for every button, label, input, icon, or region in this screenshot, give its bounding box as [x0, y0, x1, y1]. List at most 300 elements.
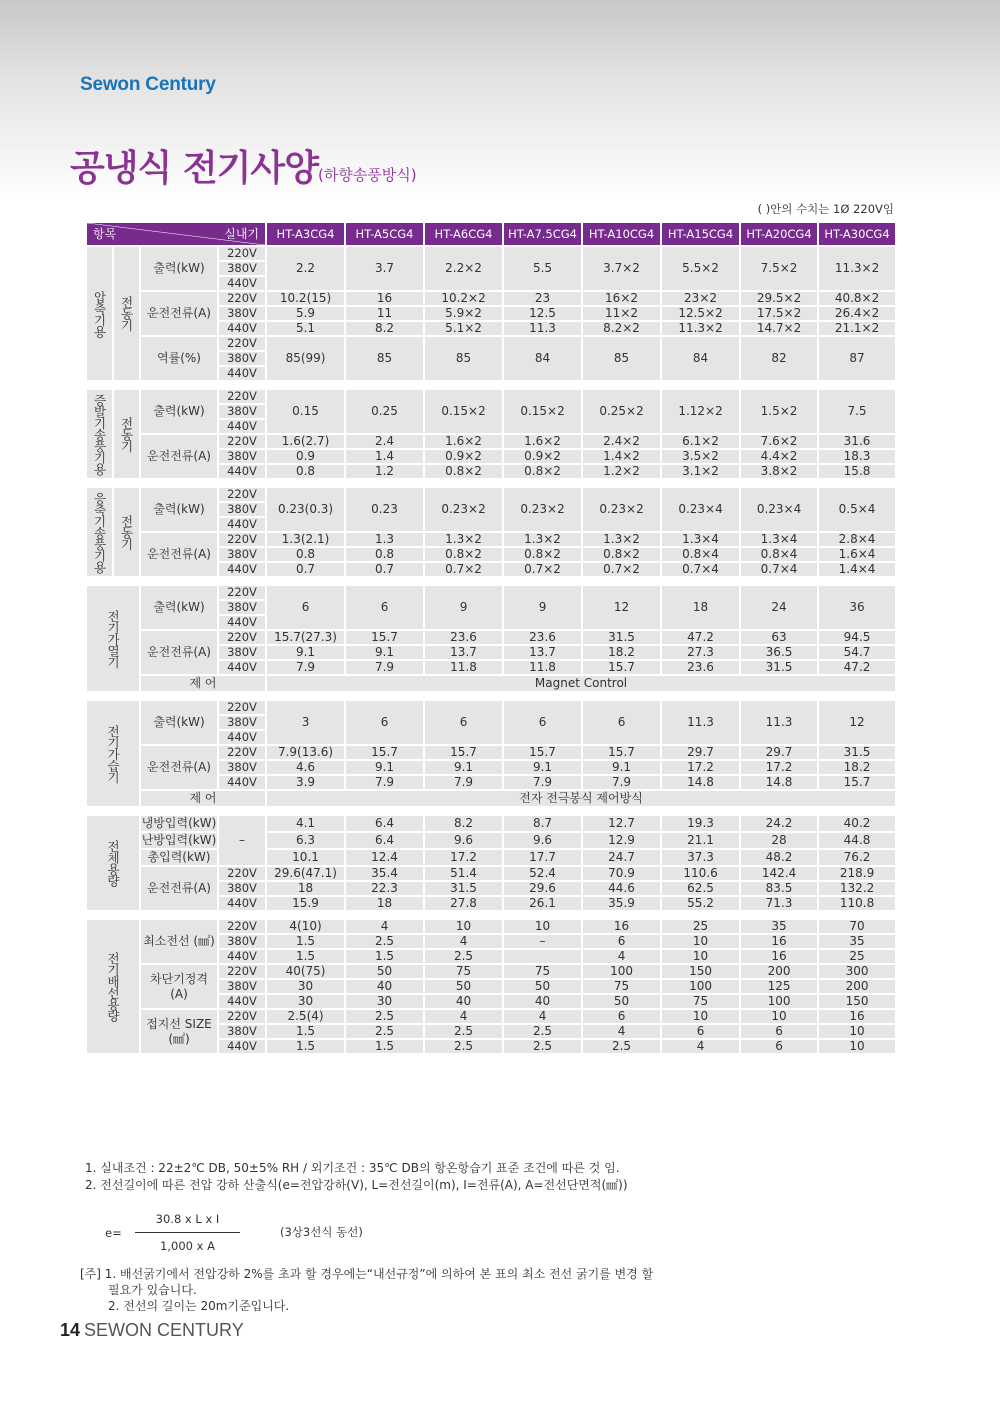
- value-cell: 1.5: [345, 1039, 424, 1054]
- value-cell: 1.3×2: [424, 532, 503, 547]
- value-cell: 12.9: [582, 832, 661, 849]
- value-cell: 142.4: [740, 866, 818, 881]
- value-cell: 6.1×2: [661, 434, 740, 449]
- value-cell: 6: [740, 1024, 818, 1039]
- row-label: 차단기정격 (A): [140, 964, 218, 1009]
- voltage-label: 220V: [218, 532, 266, 547]
- row-label: 운전전류(A): [140, 630, 218, 675]
- value-cell: 0.15: [266, 389, 345, 434]
- value-cell: 1.12×2: [661, 389, 740, 434]
- value-cell: 15.7: [345, 630, 424, 645]
- value-cell: 75: [661, 994, 740, 1009]
- value-cell: 29.6: [503, 881, 582, 896]
- value-cell: 29.5×2: [740, 291, 818, 306]
- value-cell: 200: [740, 964, 818, 979]
- value-cell: 1.3: [345, 532, 424, 547]
- table-row: [86, 291, 896, 306]
- voltage-label: 380V: [218, 351, 266, 366]
- value-cell: 125: [740, 979, 818, 994]
- value-cell: 0.23×4: [661, 487, 740, 532]
- group-label: 전체용량: [86, 815, 140, 911]
- value-cell: 1.5: [266, 1039, 345, 1054]
- value-cell: 12.4: [345, 849, 424, 866]
- value-cell: 35.9: [582, 896, 661, 911]
- value-cell: 10: [661, 949, 740, 964]
- value-cell: 0.7×2: [582, 562, 661, 577]
- voltage-label: 220V: [218, 630, 266, 645]
- value-cell: 12: [818, 700, 896, 745]
- row-label: 난방입력(kW): [141, 833, 217, 847]
- value-cell: 1.4: [345, 449, 424, 464]
- value-cell: 40(75): [266, 964, 345, 979]
- row-label: 출력(kW): [140, 487, 218, 532]
- value-cell: 12: [582, 585, 661, 630]
- row-gap: [86, 911, 896, 919]
- value-cell: 85: [424, 336, 503, 381]
- value-cell: 1.2×2: [582, 464, 661, 479]
- bracket-note-1: [주] 1. 배선굵기에서 전압강하 2%를 초과 할 경우에는“내선규정”에 의하여 본 표의 최소 전선 굵기를 변경 할: [80, 1267, 654, 1281]
- group-label: 증발기송풍기용: [86, 389, 113, 479]
- value-cell: 35: [740, 919, 818, 934]
- value-cell: 9.1: [582, 760, 661, 775]
- formula-note: (3상3선식 동선): [280, 1225, 363, 1239]
- value-cell: 31.5: [740, 660, 818, 675]
- value-cell: 132.2: [818, 881, 896, 896]
- value-cell: 26.1: [503, 896, 582, 911]
- value-cell: 10: [818, 1039, 896, 1054]
- voltage-label: 440V: [218, 660, 266, 675]
- value-cell: 0.8: [345, 547, 424, 562]
- value-cell: [503, 949, 582, 964]
- value-cell: 16×2: [582, 291, 661, 306]
- value-cell: 9.1: [345, 760, 424, 775]
- value-cell: 16: [345, 291, 424, 306]
- page-title-main: 공냉식 전기사양: [70, 148, 318, 189]
- value-cell: 85(99): [266, 336, 345, 381]
- row-label: 출력(kW): [140, 246, 218, 291]
- value-cell: 25: [818, 949, 896, 964]
- value-cell: 200: [818, 979, 896, 994]
- value-cell: 6: [503, 700, 582, 745]
- voltage-label: 440V: [218, 615, 266, 630]
- value-cell: 17.2: [740, 760, 818, 775]
- header-item-label: 항목: [93, 227, 117, 241]
- value-cell: 14.8: [740, 775, 818, 790]
- value-cell: 18.3: [818, 449, 896, 464]
- value-cell: 2.5: [424, 1024, 503, 1039]
- value-cell: 35: [818, 934, 896, 949]
- voltage-label: 220V: [218, 336, 266, 351]
- voltage-label: 220V: [218, 487, 266, 502]
- value-cell: 6: [266, 585, 345, 630]
- value-cell: 4: [345, 919, 424, 934]
- value-cell: 7.9: [424, 775, 503, 790]
- value-cell: 10: [503, 919, 582, 934]
- voltage-label: 380V: [218, 979, 266, 994]
- value-cell: 23.6: [503, 630, 582, 645]
- value-cell: 10.1: [266, 849, 345, 866]
- value-cell: 3.8×2: [740, 464, 818, 479]
- row-label: 접지선 SIZE (㎟): [140, 1009, 218, 1054]
- value-cell: 0.7: [266, 562, 345, 577]
- value-cell: 18: [345, 896, 424, 911]
- value-cell: 4: [661, 1039, 740, 1054]
- value-cell: 11.3×2: [661, 321, 740, 336]
- value-cell: 11×2: [582, 306, 661, 321]
- formula-lhs: e=: [105, 1226, 122, 1240]
- value-cell: 15.7: [424, 745, 503, 760]
- model-header: HT-A7.5CG4: [503, 222, 582, 246]
- value-cell: 21.1×2: [818, 321, 896, 336]
- model-header: HT-A3CG4: [266, 222, 345, 246]
- value-cell: 2.5: [582, 1039, 661, 1054]
- value-cell: 13.7: [424, 645, 503, 660]
- value-cell: 15.7: [345, 745, 424, 760]
- voltage-label: 440V: [218, 419, 266, 434]
- value-cell: 30: [266, 979, 345, 994]
- value-cell: 2.4: [345, 434, 424, 449]
- value-cell: 10: [818, 1024, 896, 1039]
- row-label: 출력(kW): [140, 585, 218, 630]
- value-cell: 7.9: [503, 775, 582, 790]
- value-cell: 0.23×2: [424, 487, 503, 532]
- value-cell: 36: [818, 585, 896, 630]
- value-cell: 12.5×2: [661, 306, 740, 321]
- model-header: HT-A10CG4: [582, 222, 661, 246]
- value-cell: 1.6×2: [503, 434, 582, 449]
- table-row: [86, 790, 896, 807]
- row-label: 냉방입력(kW): [141, 816, 217, 830]
- value-cell: 23×2: [661, 291, 740, 306]
- value-cell: 0.7×4: [661, 562, 740, 577]
- footer: [60, 1320, 244, 1341]
- value-cell: 51.4: [424, 866, 503, 881]
- header-item-indoor: [86, 222, 266, 246]
- value-cell: 82: [740, 336, 818, 381]
- value-cell: 83.5: [740, 881, 818, 896]
- voltage-label: 220V: [218, 745, 266, 760]
- value-cell: 31.5: [424, 881, 503, 896]
- value-cell: 1.6×4: [818, 547, 896, 562]
- row-label: 출력(kW): [140, 389, 218, 434]
- value-cell: 2.2×2: [424, 246, 503, 291]
- table-row: [86, 700, 896, 715]
- value-cell: 1.5: [266, 949, 345, 964]
- value-cell: 6.4: [345, 832, 424, 849]
- value-cell: 18: [266, 881, 345, 896]
- value-cell: 11.3×2: [818, 246, 896, 291]
- table-row: [86, 675, 896, 692]
- table-row: [86, 246, 896, 261]
- voltage-label: 440V: [218, 464, 266, 479]
- value-cell: 4: [582, 949, 661, 964]
- value-cell: 11.3: [503, 321, 582, 336]
- voltage-label: 440V: [218, 276, 266, 291]
- value-cell: 40: [503, 994, 582, 1009]
- value-cell: 110.6: [661, 866, 740, 881]
- header-indoor-label: 실내기: [224, 227, 260, 241]
- value-cell: 1.3×4: [740, 532, 818, 547]
- value-cell: 55.2: [661, 896, 740, 911]
- value-cell: 5.9×2: [424, 306, 503, 321]
- voltage-label: 440V: [218, 321, 266, 336]
- footer-company: SEWON CENTURY: [84, 1320, 244, 1340]
- voltage-label: 380V: [218, 934, 266, 949]
- value-cell: 3.9: [266, 775, 345, 790]
- value-cell: 6: [582, 934, 661, 949]
- row-gap: [86, 479, 896, 487]
- table-row: [86, 577, 896, 585]
- value-cell: 48.2: [740, 849, 818, 866]
- value-cell: 150: [818, 994, 896, 1009]
- table-row: [86, 487, 896, 502]
- value-cell: 87: [818, 336, 896, 381]
- value-cell: 1.3×2: [503, 532, 582, 547]
- value-cell: 70: [818, 919, 896, 934]
- value-cell: 15.7: [818, 775, 896, 790]
- value-cell: 27.8: [424, 896, 503, 911]
- value-cell: 110.8: [818, 896, 896, 911]
- value-cell: 5.9: [266, 306, 345, 321]
- value-cell: 300: [818, 964, 896, 979]
- group-label: 전기가습기: [86, 700, 140, 807]
- value-cell: 30: [266, 994, 345, 1009]
- value-cell: 1.3×2: [582, 532, 661, 547]
- value-cell: 7.5: [818, 389, 896, 434]
- value-cell: 0.9×2: [503, 449, 582, 464]
- voltage-label: 380V: [218, 760, 266, 775]
- voltage-label: 220V: [218, 585, 266, 600]
- value-cell: 7.6×2: [740, 434, 818, 449]
- value-cell: 17.5×2: [740, 306, 818, 321]
- voltage-label: 380V: [218, 547, 266, 562]
- value-cell: 6: [582, 700, 661, 745]
- dash-cell: –: [218, 815, 266, 866]
- value-cell: 15.7: [582, 745, 661, 760]
- note-1: 1. 실내조건 : 22±2℃ DB, 50±5% RH / 외기조건 : 35℃ DB의 항온항습기 표준 조건에 따른 것 임.: [85, 1161, 620, 1175]
- value-cell: 40.2: [818, 815, 896, 832]
- value-cell: 17.2: [661, 760, 740, 775]
- value-cell: 3.7: [345, 246, 424, 291]
- value-cell: 71.3: [740, 896, 818, 911]
- value-cell: 50: [503, 979, 582, 994]
- value-cell: 0.23(0.3): [266, 487, 345, 532]
- voltage-label: 380V: [218, 502, 266, 517]
- value-cell: 0.7: [345, 562, 424, 577]
- value-cell: 6: [740, 1039, 818, 1054]
- voltage-label: 380V: [218, 449, 266, 464]
- value-cell: 19.3: [661, 815, 740, 832]
- row-label: 운전전류(A): [140, 866, 218, 911]
- group-label: 응축기송풍기용: [86, 487, 113, 577]
- value-cell: 16: [582, 919, 661, 934]
- value-cell: 31.6: [818, 434, 896, 449]
- spec-table-container: [85, 221, 895, 1055]
- row-label: 운전전류(A): [140, 745, 218, 790]
- value-cell: 24: [740, 585, 818, 630]
- group-sublabel: 전동기: [113, 389, 140, 479]
- voltage-label: 440V: [218, 1039, 266, 1054]
- value-cell: 50: [582, 994, 661, 1009]
- value-cell: 84: [503, 336, 582, 381]
- voltage-label: 380V: [218, 306, 266, 321]
- value-cell: 2.5: [345, 934, 424, 949]
- value-cell: 76.2: [818, 849, 896, 866]
- spec-table: [85, 221, 897, 1055]
- voltage-label: 380V: [218, 645, 266, 660]
- top-note: ( )안의 수치는 1Ø 220V임: [757, 202, 894, 216]
- value-cell: 9.1: [345, 645, 424, 660]
- value-cell: 29.6(47.1): [266, 866, 345, 881]
- value-cell: 23.6: [424, 630, 503, 645]
- row-gap: [86, 807, 896, 815]
- value-cell: 0.7×4: [740, 562, 818, 577]
- value-cell: 0.7×2: [503, 562, 582, 577]
- voltage-label: 220V: [218, 389, 266, 404]
- value-cell: 2.5: [503, 1039, 582, 1054]
- value-cell: 75: [582, 979, 661, 994]
- value-cell: 7.9: [582, 775, 661, 790]
- value-cell: 1.5: [345, 949, 424, 964]
- value-cell: 15.7: [503, 745, 582, 760]
- value-cell: 8.2×2: [582, 321, 661, 336]
- value-cell: 85: [345, 336, 424, 381]
- value-cell: 0.23×2: [582, 487, 661, 532]
- value-cell: 31.5: [582, 630, 661, 645]
- value-cell: 29.7: [661, 745, 740, 760]
- value-cell: 7.9: [266, 660, 345, 675]
- value-cell: 0.25: [345, 389, 424, 434]
- value-cell: 24.7: [582, 849, 661, 866]
- model-header: HT-A6CG4: [424, 222, 503, 246]
- value-cell: 16: [740, 934, 818, 949]
- group-label: 전기가열기: [86, 585, 140, 692]
- value-cell: 9.1: [266, 645, 345, 660]
- value-cell: 9.1: [503, 760, 582, 775]
- voltage-label: 220V: [218, 246, 266, 261]
- table-row: [86, 815, 896, 832]
- row-label: 출력(kW): [140, 700, 218, 745]
- voltage-label: 440V: [218, 896, 266, 911]
- value-cell: 24.2: [740, 815, 818, 832]
- value-cell: 0.8×4: [740, 547, 818, 562]
- value-cell: 0.15×2: [503, 389, 582, 434]
- value-cell: 15.7(27.3): [266, 630, 345, 645]
- row-gap: [86, 381, 896, 389]
- value-cell: 15.9: [266, 896, 345, 911]
- value-cell: 7.9: [345, 775, 424, 790]
- value-cell: 11.8: [424, 660, 503, 675]
- value-cell: 7.9(13.6): [266, 745, 345, 760]
- value-cell: 40: [424, 994, 503, 1009]
- value-cell: 85: [582, 336, 661, 381]
- group-label: 전기배선용량: [86, 919, 140, 1054]
- value-cell: 0.8: [266, 464, 345, 479]
- control-value: Magnet Control: [266, 675, 896, 692]
- value-cell: 23.6: [661, 660, 740, 675]
- value-cell: 6: [345, 585, 424, 630]
- value-cell: 8.7: [503, 815, 582, 832]
- value-cell: 1.2: [345, 464, 424, 479]
- value-cell: 35.4: [345, 866, 424, 881]
- value-cell: 7.5×2: [740, 246, 818, 291]
- group-sublabel: 전동기: [113, 487, 140, 577]
- value-cell: 2.5: [503, 1024, 582, 1039]
- value-cell: 6.4: [345, 815, 424, 832]
- table-row: [86, 919, 896, 934]
- value-cell: 218.9: [818, 866, 896, 881]
- value-cell: 40: [345, 979, 424, 994]
- model-header: HT-A20CG4: [740, 222, 818, 246]
- value-cell: 2.5: [424, 949, 503, 964]
- row-label: 역률(%): [140, 336, 218, 381]
- table-row: [86, 336, 896, 351]
- value-cell: 62.5: [661, 881, 740, 896]
- value-cell: 18.2: [818, 760, 896, 775]
- value-cell: 70.9: [582, 866, 661, 881]
- value-cell: 9: [503, 585, 582, 630]
- value-cell: 1.5: [266, 1024, 345, 1039]
- table-row: [86, 585, 896, 600]
- value-cell: 0.23×2: [503, 487, 582, 532]
- value-cell: 7.9: [345, 660, 424, 675]
- value-cell: 52.4: [503, 866, 582, 881]
- voltage-label: 440V: [218, 366, 266, 381]
- value-cell: 4: [503, 1009, 582, 1024]
- value-cell: 47.2: [661, 630, 740, 645]
- table-row: [86, 532, 896, 547]
- value-cell: 4(10): [266, 919, 345, 934]
- voltage-label: 440V: [218, 949, 266, 964]
- value-cell: 13.7: [503, 645, 582, 660]
- value-cell: 100: [661, 979, 740, 994]
- bracket-note-1-cont: 필요가 있습니다.: [108, 1283, 197, 1297]
- page-title: [70, 140, 417, 191]
- value-cell: 0.15×2: [424, 389, 503, 434]
- value-cell: 9.6: [424, 832, 503, 849]
- page-title-sub: (하향송풍방식): [317, 166, 417, 184]
- note-2: 2. 전선길이에 따른 전압 강하 산출식(e=전압강하(V), L=전선길이(m), I=전류(A), A=전선단면적(㎟)): [85, 1178, 628, 1192]
- value-cell: 17.2: [424, 849, 503, 866]
- voltage-label: 220V: [218, 291, 266, 306]
- value-cell: 30: [345, 994, 424, 1009]
- value-cell: 0.8×2: [503, 547, 582, 562]
- value-cell: 5.5×2: [661, 246, 740, 291]
- value-cell: 3.5×2: [661, 449, 740, 464]
- voltage-label: 440V: [218, 994, 266, 1009]
- voltage-label: 440V: [218, 562, 266, 577]
- value-cell: 63: [740, 630, 818, 645]
- value-cell: 6: [424, 700, 503, 745]
- value-cell: 10.2×2: [424, 291, 503, 306]
- value-cell: 75: [424, 964, 503, 979]
- value-cell: 11.3: [661, 700, 740, 745]
- voltage-label: 380V: [218, 715, 266, 730]
- value-cell: 17.7: [503, 849, 582, 866]
- value-cell: 2.8×4: [818, 532, 896, 547]
- value-cell: 29.7: [740, 745, 818, 760]
- row-label: 운전전류(A): [140, 532, 218, 577]
- value-cell: 37.3: [661, 849, 740, 866]
- voltage-label: 380V: [218, 404, 266, 419]
- table-row: [86, 832, 896, 849]
- value-cell: 18: [661, 585, 740, 630]
- table-row: [86, 630, 896, 645]
- value-cell: 150: [661, 964, 740, 979]
- formula-numerator: 30.8 x L x I: [135, 1212, 240, 1233]
- voltage-label: 440V: [218, 775, 266, 790]
- value-cell: 31.5: [818, 745, 896, 760]
